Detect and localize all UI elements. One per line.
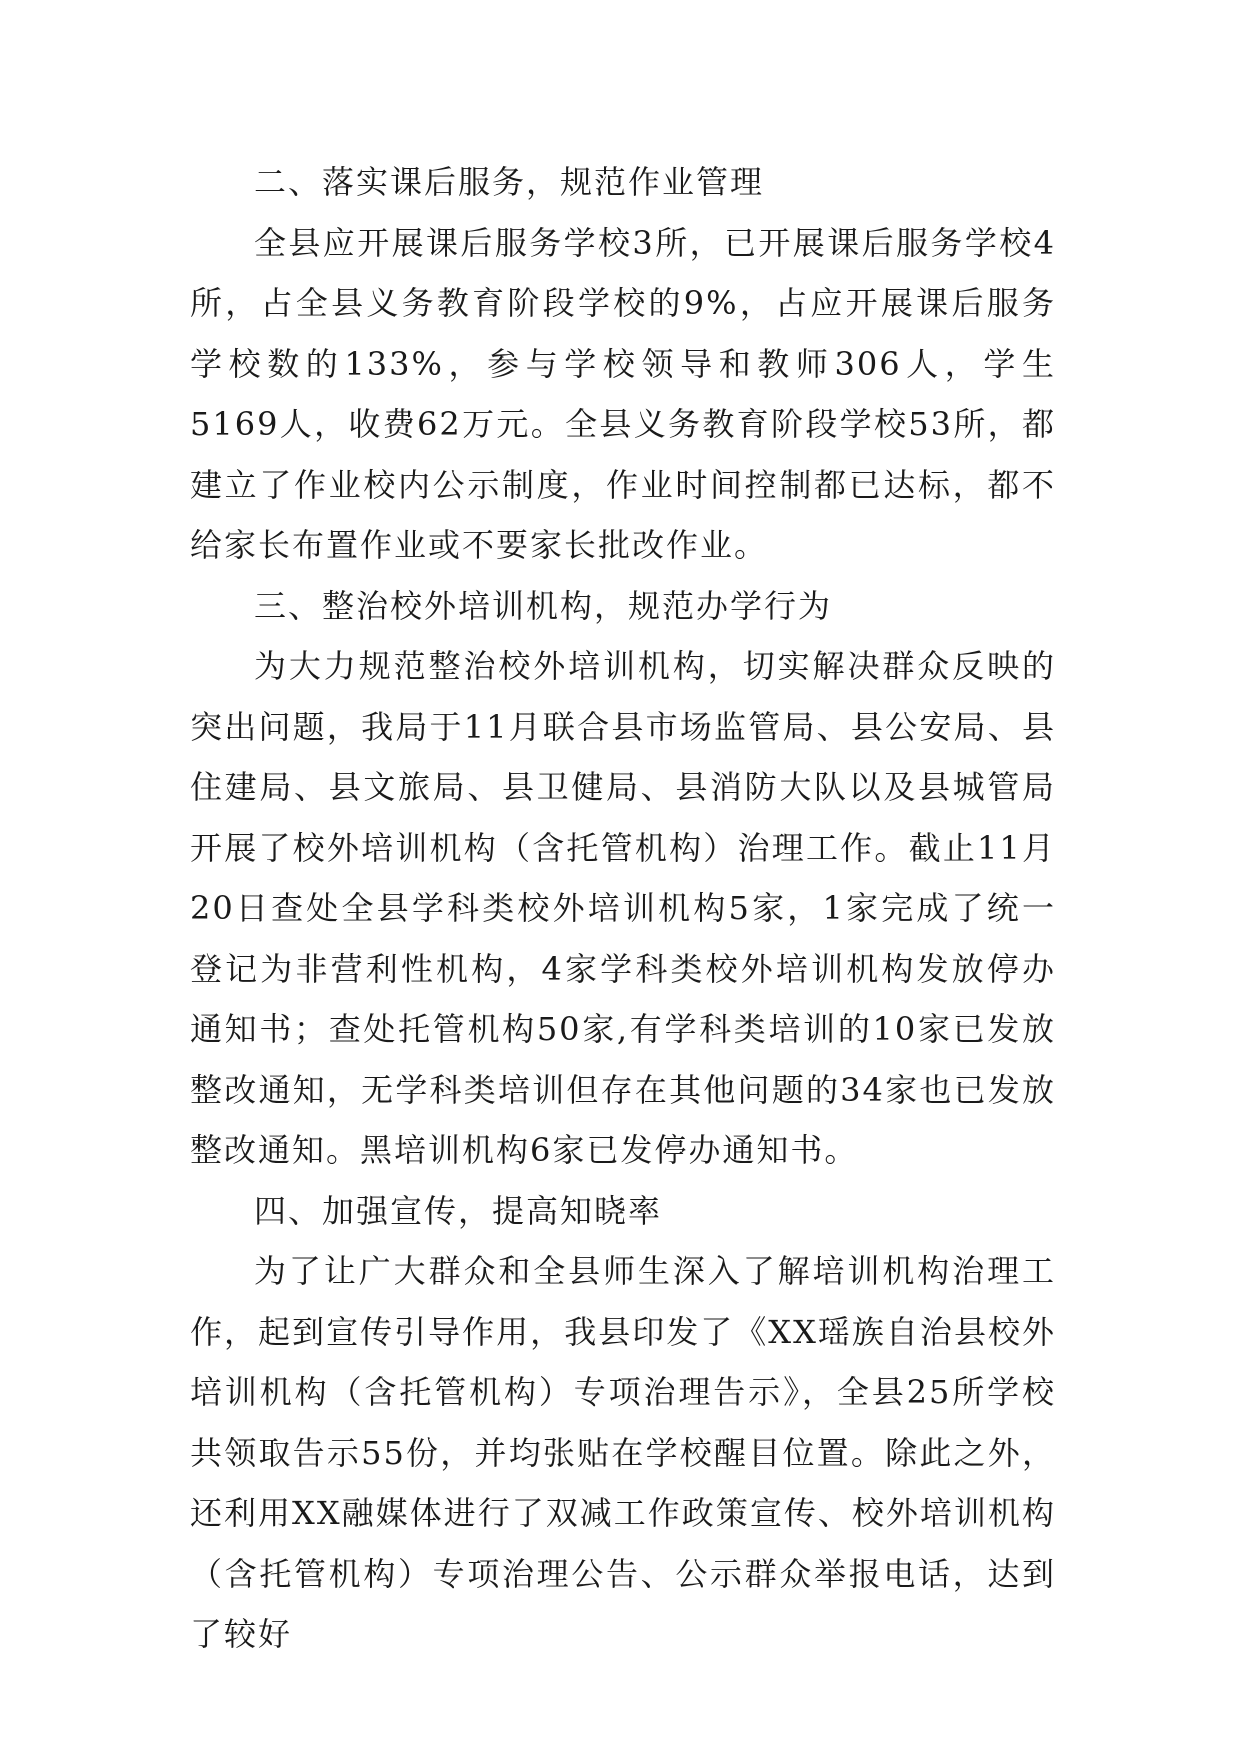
section-paragraph-4: 为了让广大群众和全县师生深入了解培训机构治理工作，起到宣传引导作用，我县印发了《XX瑶族自治县校外培训机构（含托管机构）专项治理告示》，全县25所学校共领取告示55份，并均张贴在学校醒目位置。除此之外，还利用XX融媒体进行了双减工作政策宣传、校外培训机构（含托管机构）专项治理公告、公示群众举报电话，达到了较好	[190, 1252, 1056, 1653]
document-body	[190, 152, 1056, 1665]
section-heading-2: 二、落实课后服务，规范作业管理	[254, 163, 765, 201]
section-paragraph-2: 全县应开展课后服务学校3所，已开展课后服务学校4所，占全县义务教育阶段学校的9%，占应开展课后服务学校数的133%，参与学校领导和教师306人，学生5169人，收费62万元。全县义务教育阶段学校53所，都建立了作业校内公示制度，作业时间控制都已达标，都不给家长布置作业或不要家长批改作业。	[190, 223, 1056, 564]
section-paragraph-3: 为大力规范整治校外培训机构，切实解决群众反映的突出问题，我局于11月联合县市场监管局、县公安局、县住建局、县文旅局、县卫健局、县消防大队以及县城管局开展了校外培训机构（含托管机构）治理工作。截止11月20日查处全县学科类校外培训机构5家，1家完成了统一登记为非营利性机构，4家学科类校外培训机构发放停办通知书；查处托管机构50家,有学科类培训的10家已发放整改通知，无学科类培训但存在其他问题的34家也已发放整改通知。黑培训机构6家已发停办通知书。	[190, 647, 1056, 1169]
section-heading-3: 三、整治校外培训机构，规范办学行为	[254, 586, 833, 625]
section-heading-4: 四、加强宣传，提高知晓率	[254, 1191, 663, 1230]
